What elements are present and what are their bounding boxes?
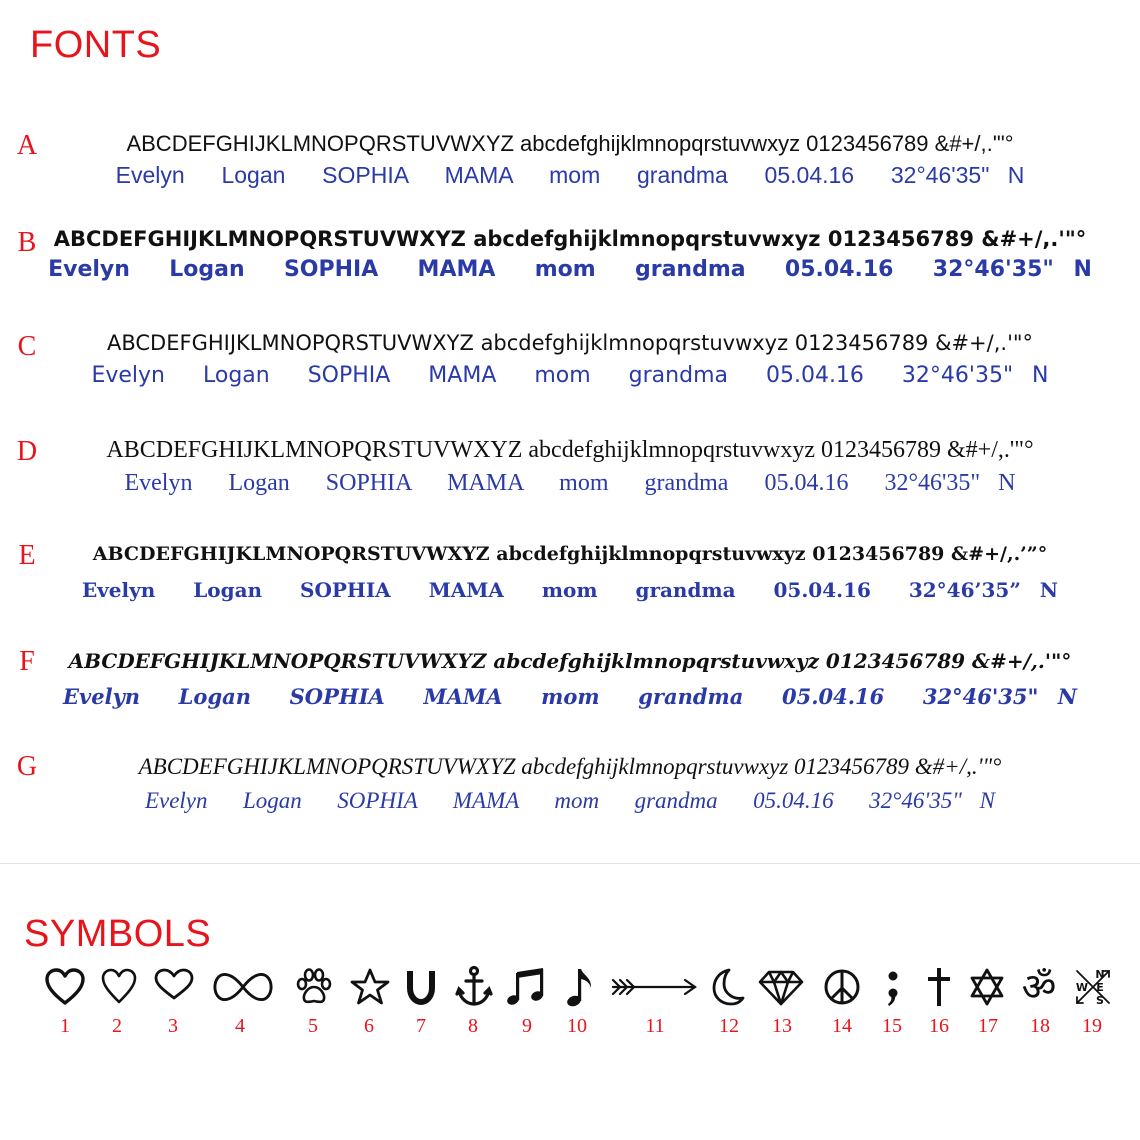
fonts-heading: FONTS [30, 24, 162, 66]
crescent-moon-icon [699, 964, 755, 1010]
symbol-number: 14 [832, 1015, 852, 1037]
symbol-number: 13 [772, 1015, 792, 1037]
font-f-sample: Evelyn Logan SOPHIA MAMA mom grandma 05.04.16 32°46'35" N [63, 684, 1077, 709]
arrow-icon [606, 964, 702, 1010]
star-of-david-icon [959, 964, 1015, 1010]
compass-letter-e: E [1096, 981, 1104, 994]
symbol-number: 2 [112, 1015, 122, 1037]
font-letter-g: G [16, 751, 38, 782]
symbol-number: 19 [1082, 1015, 1102, 1037]
symbol-number: 3 [168, 1015, 178, 1037]
font-e-alphabet: ABCDEFGHIJKLMNOPQRSTUVWXYZ abcdefghijklmnopqrstuvwxyz 0123456789 &#+/,.’”° [92, 543, 1048, 565]
symbols-heading: SYMBOLS [24, 913, 212, 955]
font-letter-d: D [16, 436, 38, 467]
font-c-alphabet: ABCDEFGHIJKLMNOPQRSTUVWXYZ abcdefghijklmnopqrstuvwxyz 0123456789 &#+/,.'"° [106, 331, 1034, 355]
symbol-number: 17 [978, 1015, 998, 1037]
symbol-number: 18 [1030, 1015, 1050, 1037]
font-c-sample: Evelyn Logan SOPHIA MAMA mom grandma 05.04.16 32°46'35" N [91, 363, 1049, 388]
symbol-number: 1 [60, 1015, 70, 1037]
compass-letter-w: W [1075, 981, 1089, 994]
compass-letter-n: N [1095, 968, 1105, 981]
symbol-number: 5 [308, 1015, 318, 1037]
symbol-number: 12 [719, 1015, 739, 1037]
symbol-number: 4 [235, 1015, 245, 1037]
font-a-sample: Evelyn Logan SOPHIA MAMA mom grandma 05.04.16 32°46'35" N [115, 162, 1025, 188]
font-b-sample: Evelyn Logan SOPHIA MAMA mom grandma 05.04.16 32°46'35" N [48, 257, 1092, 282]
font-f-alphabet: ABCDEFGHIJKLMNOPQRSTUVWXYZ abcdefghijklmnopqrstuvwxyz 0123456789 &#+/,.'"° [68, 649, 1072, 673]
symbol-number: 7 [416, 1015, 426, 1037]
section-divider [0, 863, 1140, 864]
beamed-notes-icon [498, 964, 554, 1010]
font-letter-f: F [19, 646, 35, 677]
symbol-number: 8 [468, 1015, 478, 1037]
infinity-icon [212, 964, 274, 1010]
star-icon [342, 964, 398, 1010]
font-letter-b: B [17, 227, 37, 258]
symbol-number: 9 [522, 1015, 532, 1037]
font-a-alphabet: ABCDEFGHIJKLMNOPQRSTUVWXYZ abcdefghijklmnopqrstuvwxyz 0123456789 &#+/,.'"° [126, 131, 1014, 156]
font-d-alphabet: ABCDEFGHIJKLMNOPQRSTUVWXYZ abcdefghijklmnopqrstuvwxyz 0123456789 &#+/,.'"° [106, 437, 1034, 463]
symbol-number: 15 [882, 1015, 902, 1037]
diamond-icon [753, 964, 809, 1010]
om-icon: ॐ [1021, 965, 1057, 1009]
font-g-sample: Evelyn Logan SOPHIA MAMA mom grandma 05.04.16 32°46'35" N [144, 788, 996, 813]
font-g-alphabet: ABCDEFGHIJKLMNOPQRSTUVWXYZ abcdefghijklmnopqrstuvwxyz 0123456789 &#+/,.'"° [138, 754, 1002, 779]
compass-icon [1065, 964, 1121, 1010]
font-e-sample: Evelyn Logan SOPHIA MAMA mom grandma 05.04.16 32°46’35” N [81, 578, 1059, 602]
font-d-sample: Evelyn Logan SOPHIA MAMA mom grandma 05.04.16 32°46'35" N [124, 470, 1016, 496]
heart-icon [91, 964, 147, 1010]
horseshoe-icon [393, 964, 449, 1010]
heart-icon [37, 964, 93, 1010]
font-letter-c: C [17, 331, 37, 362]
symbol-number: 10 [567, 1015, 587, 1037]
compass-letter-s: S [1096, 994, 1104, 1007]
symbol-number: 16 [929, 1015, 949, 1037]
symbol-number: 11 [645, 1015, 665, 1037]
paw-print-icon [286, 964, 342, 1010]
symbol-number: 6 [364, 1015, 374, 1037]
eighth-note-icon [552, 964, 608, 1010]
font-b-alphabet: ABCDEFGHIJKLMNOPQRSTUVWXYZ abcdefghijklmnopqrstuvwxyz 0123456789 &#+/,.'"° [53, 227, 1087, 251]
font-letter-a: A [16, 130, 38, 161]
font-letter-e: E [18, 540, 36, 571]
anchor-icon [446, 964, 502, 1010]
peace-sign-icon [814, 964, 870, 1010]
heart-icon [146, 964, 202, 1010]
